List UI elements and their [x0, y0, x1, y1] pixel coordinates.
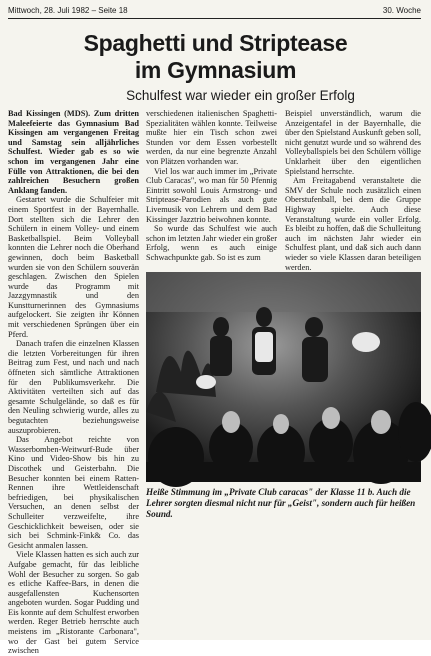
article-paragraph: So wurde das Schulfest wie auch schon im letzten Jahr wieder ein großer Erfolg, wenn es auch einige Schwachpunkte gab. So ist es zum [146, 224, 277, 262]
article-paragraph: Am Freitagabend veranstaltete die SMV der Schule noch zusätzlich einen Oberstufenball, bei dem die Gruppe Highway spielte. Auch diese Veranstaltung wurde ein voller Erfolg. Es bleibt zu hoffen, daß die Schulleitung auch im nächsten Jahr wieder ein Schulfest plant, und daß sich auch dann wieder so viele Klassen daran beteiligen werden. [285, 176, 421, 272]
page-header [8, 6, 421, 19]
headline-line-2: im Gymnasium [134, 57, 297, 83]
header-week: 30. Woche [382, 6, 421, 15]
photo-caption: Heiße Stimmung im „Private Club caracas" der Klasse 11 b. Auch die Lehrer sorgten diesmal nicht nur für „Geist", sondern auch für heißen Sound. [146, 487, 416, 519]
article-paragraph: verschiedenen italienischen Spaghetti-Spezialitäten wählen konnte. Teilweise mußte hier ein Tisch schon zwei Stunden vor dem Essen vorbestellt werden, da nur eine begrenzte Anzahl von Plätzen vorhanden war. [146, 109, 277, 166]
article-paragraph: Gestartet wurde die Schulfeier mit einem Sportfest in der Bayernhalle. Dort stellten sich die Lehrer den Schülern in einem Volley- und einem Basketballspiel. Beim Volleyball konnten die Lehrer noch die Oberhand gewinnen, doch beim Basketball wurden sie von den Schülern souverän geschlagen. Zwischen den Spielen wurde das Programm mit Jazzgymnastik und den Kunstturnerinnen des Gymnasiums aufgelockert. Sie zeigten ihr Können mit verschiedenen Sprüngen über ein Pferd. [8, 195, 139, 339]
header-date: Mittwoch, 28. Juli 1982 – Seite 18 [8, 6, 128, 15]
article-paragraph: Danach trafen die einzelnen Klassen die letzten Vorbereitungen für ihren Beitrag zum Fest, und nach und nach öffneten sich sämtliche Attraktionen für den Publikumsverkehr. Die Aktivitäten verteilten sich auf das gesamte Schulgelände, so daß es für den Neuling schwierig wurde, alles zu begutachten beziehungsweise auszuprobieren. [8, 339, 139, 435]
article-paragraph [8, 109, 139, 195]
article-paragraph: Viele Klassen hatten es sich auch zur Aufgabe gemacht, für das leibliche Wohl der Besucher zu sorgen. So gab es etliche Kaffee-Bars, in denen die ausgefallensten Kuchensorten angeboten wurden. Sogar Pudding und Eis konnte auf dem Schulfest erworben werden. Reger Betrieb herrschte auch meistens im „Ristorante Carbonara", wo der Gast bei gutem Service zwischen [8, 550, 139, 656]
lead-text: Zum dritten Maleefeierte das Gymnasium Bad Kissingen am vergangenen Freitag und Samstag sein alljährliches Schulfest. Wieder gab es so wie schon im vergangenen Jahr eine Fülle von Attraktionen, die bei den zahlreichen Besuchern großen Anklang fanden. [8, 109, 140, 195]
photo-illustration [146, 272, 421, 482]
article-column-1 [8, 109, 140, 656]
article-paragraph: Beispiel unverständlich, warum die Anzeigentafel in der Bayernhalle, die über den Spielstand Auskunft geben soll, nicht genutzt wurde und so während des Volleyballspiels bei den Schülern völlige Unklarheit über den eigentlichen Spielstand herrschte. [285, 109, 421, 176]
article-paragraph: Viel los war auch immer im „Private Club Caracas", wo man für 50 Pfennig Eintritt sowohl Louis Armstrong- und Striptease-Parodien als auch gute Livemusik von Lehrern und dem Bad Kissinger Jazztrio beiwohnen konnte. [146, 166, 277, 224]
article-column-2 [146, 109, 277, 269]
event-photo [146, 272, 421, 482]
article-column-3 [285, 109, 421, 272]
headline-line-1: Spaghetti und Striptease [83, 30, 348, 56]
subheadline: Schulfest war wieder ein großer Erfolg [126, 88, 355, 103]
headline [0, 30, 431, 84]
article-paragraph: Das Angebot reichte von Wasserbomben-Weitwurf-Bude über Kino und Video-Show bis hin zu Discothek und Geisterbahn. Die Besucher konnten bei einem Ratten-Rennen ihre Wettleidenschaft befriedigen, bei physikalischen Versuchen, an denen selbst der Schulleiter verzweifelte, ihre Geschicklichkeit beweisen, oder sie sich bei Schmink-Fink& Co. das Gesicht anmalen lassen. [8, 435, 139, 550]
dateline: Bad Kissingen (MDS). [8, 109, 91, 118]
